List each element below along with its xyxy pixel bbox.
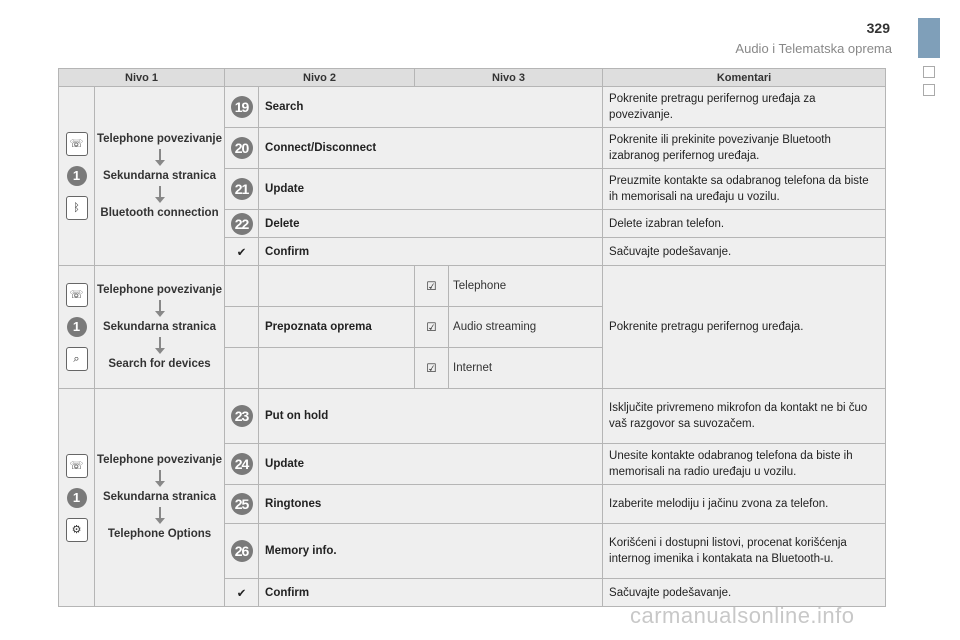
phone-icon: ☏	[66, 283, 88, 307]
arrow-down-icon	[155, 507, 165, 525]
col-header: Komentari	[603, 69, 886, 87]
level1-label: Search for devices	[108, 357, 211, 370]
icon-cell	[59, 266, 95, 389]
level1-label: Telephone Options	[107, 528, 212, 540]
comment: Izaberite melodiju i jačinu zvona za telefon.	[603, 485, 886, 524]
nivo2-label: Confirm	[259, 579, 603, 607]
level1-cell	[95, 87, 225, 266]
checkbox-icon: ☑	[415, 307, 449, 348]
arrow-down-icon	[155, 470, 165, 488]
nivo2-label: Update	[259, 169, 603, 210]
icon-cell	[59, 87, 95, 266]
arrow-down-icon	[155, 149, 165, 167]
side-box	[923, 66, 935, 78]
comment: Unesite kontakte odabranog telefona da biste ih memorisali na radio uređaju u vozilu.	[603, 444, 886, 485]
comment: Pokrenite pretragu perifernog uređaja.	[603, 266, 886, 389]
comment: Delete izabran telefon.	[603, 210, 886, 238]
level1-label: Bluetooth connection	[100, 206, 219, 219]
icon-cell	[59, 389, 95, 607]
step-badge: 21	[231, 178, 253, 200]
comment: Sačuvajte podešavanje.	[603, 238, 886, 266]
arrow-down-icon	[155, 186, 165, 204]
col-header: Nivo 3	[415, 69, 603, 87]
bluetooth-icon: ᛒ	[66, 196, 88, 220]
level1-label: Sekundarna stranica	[102, 169, 217, 182]
step-badge: 23	[231, 405, 253, 427]
level-badge: 1	[67, 317, 87, 337]
nivo2-label: Update	[259, 444, 603, 485]
nivo2-label: Delete	[259, 210, 603, 238]
page-number: 329	[866, 20, 890, 36]
level-badge: 1	[67, 166, 87, 186]
nivo3-option: Telephone	[449, 266, 603, 307]
level1-label: Telephone povezivanje	[96, 132, 223, 145]
phone-icon: ☏	[66, 454, 88, 478]
comment: Pokrenite pretragu perifernog uređaja za povezivanje.	[603, 87, 886, 128]
level-badge: 1	[67, 488, 87, 508]
search-device-icon: ⌕	[66, 347, 88, 371]
col-header: Nivo 2	[225, 69, 415, 87]
step-badge: 25	[231, 493, 253, 515]
level1-cell	[95, 266, 225, 389]
side-tab	[918, 18, 940, 58]
col-header: Nivo 1	[59, 69, 225, 87]
nivo3-option: Internet	[449, 348, 603, 389]
check-icon: ✔	[225, 579, 259, 607]
checkbox-icon: ☑	[415, 266, 449, 307]
checkbox-icon: ☑	[415, 348, 449, 389]
comment: Preuzmite kontakte sa odabranog telefona da biste ih memorisali na uređaju u vozilu.	[603, 169, 886, 210]
nivo2-label: Prepoznata oprema	[259, 307, 415, 348]
comment: Sačuvajte podešavanje.	[603, 579, 886, 607]
nivo2-label: Search	[259, 87, 603, 128]
step-badge: 22	[231, 213, 253, 235]
arrow-down-icon	[155, 300, 165, 318]
level1-cell	[95, 389, 225, 607]
nivo2-label: Memory info.	[259, 524, 603, 579]
nivo2-label: Ringtones	[259, 485, 603, 524]
phone-icon: ☏	[66, 132, 88, 156]
nivo3-option: Audio streaming	[449, 307, 603, 348]
level1-label: Telephone povezivanje	[96, 454, 223, 466]
nivo2-label: Connect/Disconnect	[259, 128, 603, 169]
settings-table	[58, 68, 886, 607]
nivo2-label: Put on hold	[259, 389, 603, 444]
comment: Isključite privremeno mikrofon da kontakt ne bi čuo vaš razgovor sa suvozačem.	[603, 389, 886, 444]
comment: Korišćeni i dostupni listovi, procenat korišćenja internog imenika i kontakata na Bluetooth-u.	[603, 524, 886, 579]
step-badge: 26	[231, 540, 253, 562]
nivo2-label: Confirm	[259, 238, 603, 266]
arrow-down-icon	[155, 337, 165, 355]
check-icon: ✔	[225, 238, 259, 266]
phone-settings-icon: ⚙	[66, 518, 88, 542]
comment: Pokrenite ili prekinite povezivanje Bluetooth izabranog perifernog uređaja.	[603, 128, 886, 169]
side-box	[923, 84, 935, 96]
step-badge: 20	[231, 137, 253, 159]
section-title: Audio i Telematska oprema	[735, 41, 892, 56]
level1-label: Telephone povezivanje	[96, 283, 223, 296]
level1-label: Sekundarna stranica	[102, 320, 217, 333]
watermark: carmanualsonline.info	[630, 603, 855, 628]
level1-label: Sekundarna stranica	[102, 491, 217, 503]
step-badge: 24	[231, 453, 253, 475]
step-badge: 19	[231, 96, 253, 118]
